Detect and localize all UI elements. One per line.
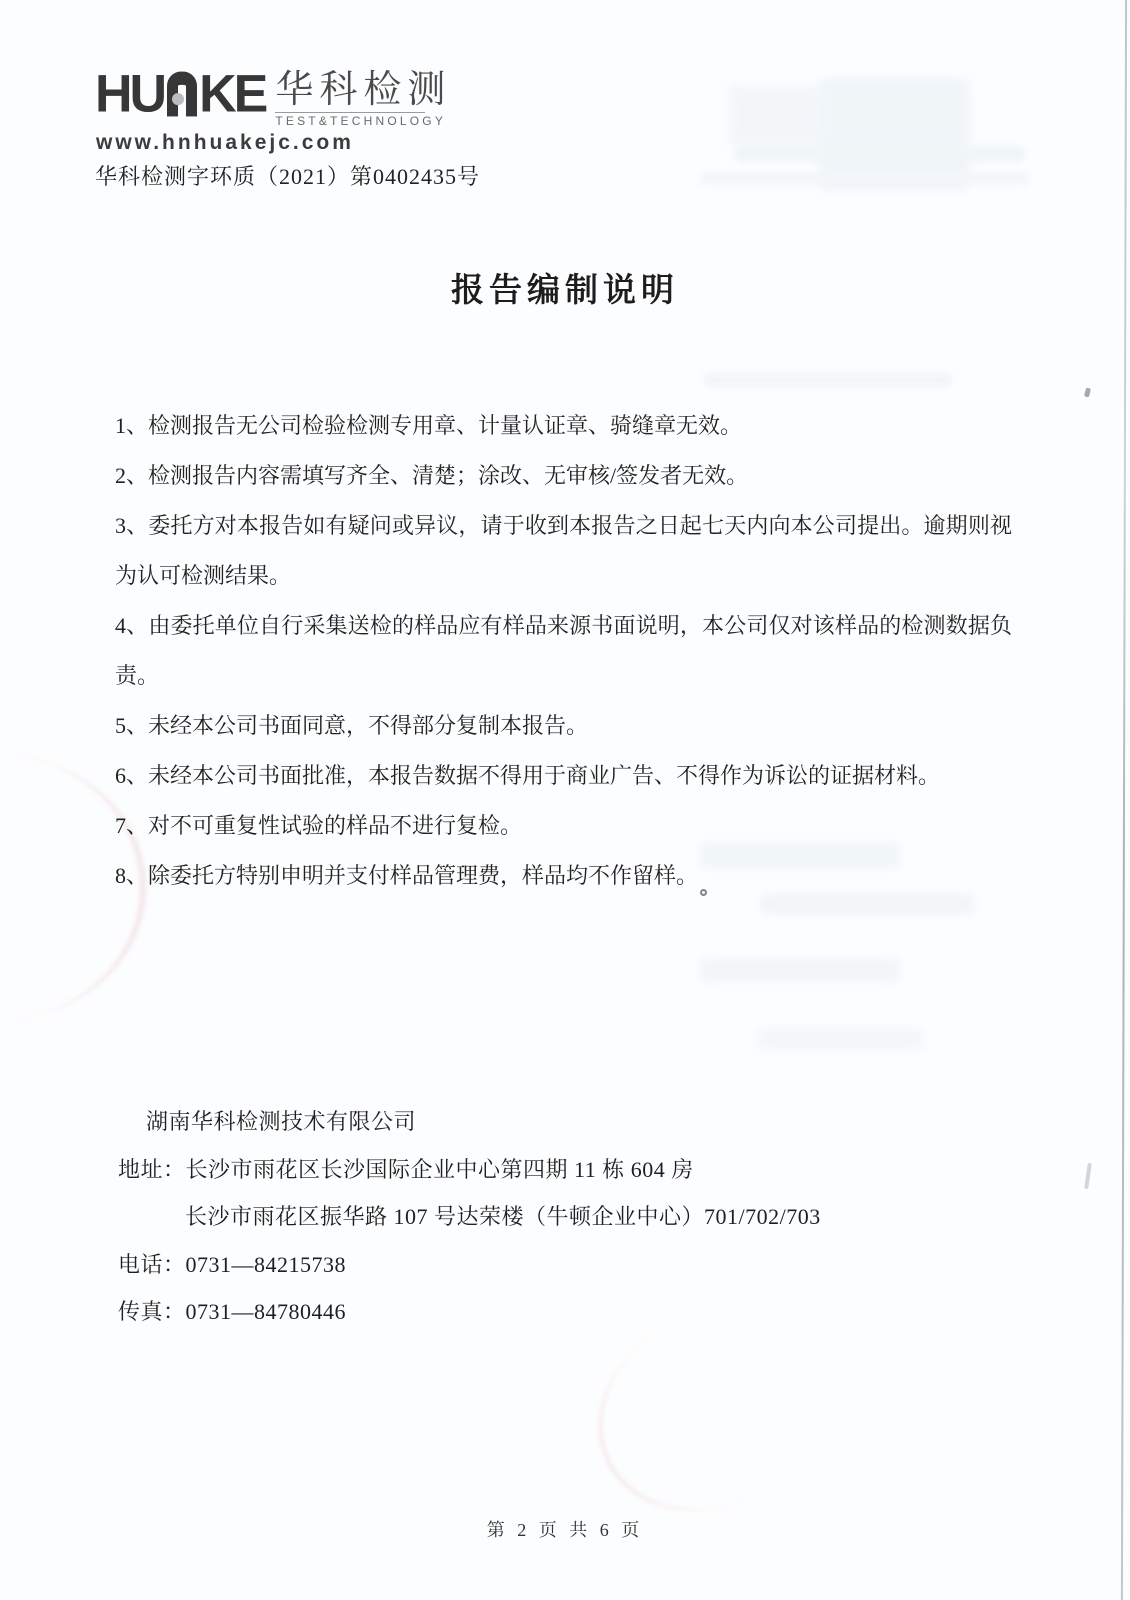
list-item — [115, 451, 1012, 501]
address-label: 地址： — [118, 1156, 186, 1182]
address-value-1: 长沙市雨花区长沙国际企业中心第四期 11 栋 604 房 — [185, 1156, 694, 1182]
logo-a-glyph — [167, 72, 197, 117]
scan-edge-line — [1121, 0, 1127, 1600]
list-item — [115, 751, 1012, 801]
ghost-bleedthrough — [703, 373, 953, 387]
logo-huake-wordmark — [95, 64, 266, 124]
report-number: 华科检测字环质（2021）第0402435号 — [95, 164, 481, 189]
company-name: 湖南华科检测技术有限公司 — [146, 1109, 417, 1134]
ghost-bleedthrough — [728, 85, 823, 147]
list-item — [115, 501, 1012, 601]
list-item — [115, 851, 1012, 901]
logo-dot — [172, 93, 184, 105]
note-text: 未经本公司书面同意，不得部分复制本报告。 — [148, 713, 589, 738]
fax-line — [118, 1288, 1018, 1336]
note-text: 除委托方特别申明并支付样品管理费，样品均不作留样。 — [148, 863, 699, 888]
scan-speck — [1084, 388, 1091, 398]
note-text: 检测报告无公司检验检测专用章、计量认证章、骑缝章无效。 — [148, 413, 743, 438]
note-text: 检测报告内容需填写齐全、清楚；涂改、无审核/签发者无效。 — [148, 463, 749, 488]
company-logo — [95, 64, 452, 128]
address-line-1 — [118, 1146, 1018, 1194]
note-number: 7、 — [115, 813, 149, 838]
list-item — [115, 801, 1012, 851]
ghost-bleedthrough — [700, 958, 900, 982]
phone-value: 0731—84215738 — [185, 1251, 347, 1277]
list-item — [115, 701, 1012, 751]
logo-text-left: HU — [95, 64, 165, 124]
note-number: 5、 — [115, 713, 149, 738]
logo-text-right: KE — [199, 64, 266, 124]
company-contact-block — [118, 1098, 1018, 1336]
logo-chinese-name: 华科检测 — [275, 69, 452, 111]
scan-speck — [1084, 1163, 1092, 1189]
phone-label: 电话： — [118, 1251, 186, 1277]
ghost-bleedthrough — [758, 1028, 923, 1050]
note-text: 未经本公司书面批准，本报告数据不得用于商业广告、不得作为诉讼的证据材料。 — [148, 763, 941, 788]
note-number: 3、 — [115, 513, 149, 538]
note-text: 由委托单位自行采集送检的样品应有样品来源书面说明，本公司仅对该样品的检测数据负责。 — [115, 613, 1012, 688]
phone-line — [118, 1241, 1018, 1289]
logo-chinese-block — [275, 70, 451, 128]
page-number: 第 2 页 共 6 页 — [486, 1520, 644, 1540]
note-number: 8、 — [115, 863, 149, 888]
company-website: www.hnhuakejc.com — [96, 131, 354, 154]
note-number: 4、 — [115, 613, 149, 638]
address-line-2: 长沙市雨花区振华路 107 号达荣楼（牛顿企业中心）701/702/703 — [185, 1204, 821, 1229]
page-title: 报告编制说明 — [451, 273, 679, 309]
note-number: 1、 — [115, 413, 149, 438]
ghost-bleedthrough — [700, 172, 1030, 185]
note-text: 对不可重复性试验的样品不进行复检。 — [148, 813, 523, 838]
notes-list — [115, 401, 1012, 901]
logo-tagline: TEST&TECHNOLOGY — [275, 114, 447, 128]
note-text: 委托方对本报告如有疑问或异议，请于收到本报告之日起七天内向本公司提出。逾期则视为认可检测结果。 — [115, 513, 1012, 588]
note-number: 2、 — [115, 463, 149, 488]
fax-label: 传真： — [118, 1299, 186, 1324]
list-item — [115, 601, 1012, 701]
note-number: 6、 — [115, 763, 149, 788]
list-item — [115, 401, 1012, 451]
fax-value: 0731—84780446 — [185, 1299, 347, 1324]
ghost-bleedthrough — [735, 146, 1025, 162]
